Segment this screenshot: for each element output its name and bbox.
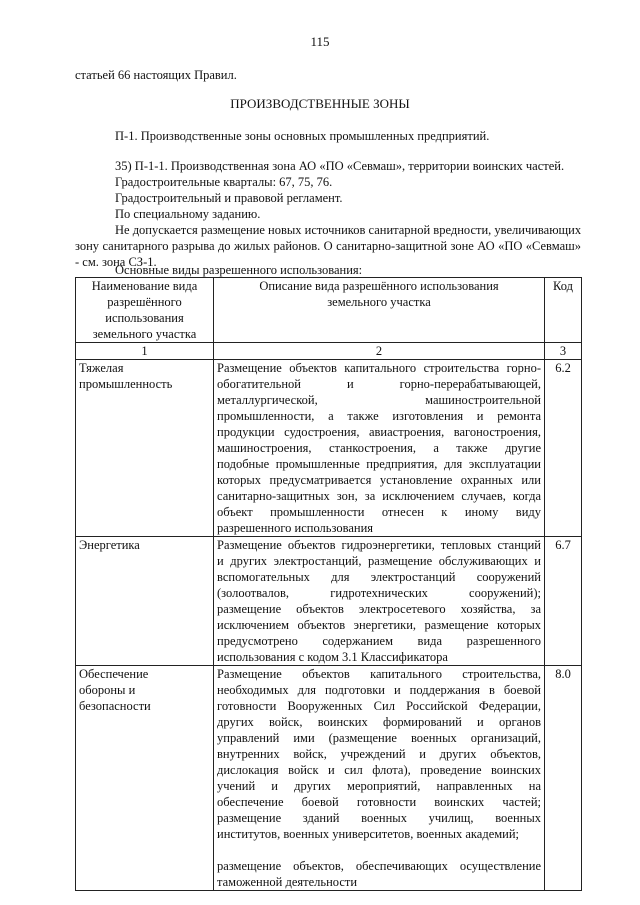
use-name-line: промышленность xyxy=(79,377,173,391)
use-name-line: Тяжелая xyxy=(79,361,124,375)
use-code: 6.7 xyxy=(545,537,582,666)
description-line: необходимых для подготовки и поддержания в боевой xyxy=(217,683,541,697)
description-line: металлургической, машиностроительной xyxy=(217,393,541,407)
description-line: вспомогательных для электростанций сооружений xyxy=(217,570,541,584)
description-line: внутренних войск, учреждений и других объектов, xyxy=(217,747,541,761)
table-row xyxy=(76,537,582,666)
description-line: предусмотрено содержанием вида разрешенного xyxy=(217,634,541,648)
description-line: разрешенного использования xyxy=(217,521,374,535)
use-code: 6.2 xyxy=(545,360,582,537)
regulation: Градостроительный и правовой регламент. xyxy=(115,191,343,205)
description-line: таможенной деятельности xyxy=(217,875,358,889)
description-line: объект промышленности отнесен к иному виду xyxy=(217,505,541,519)
description-line: Размещение объектов капитального строительства, xyxy=(217,667,541,681)
description-line: которых предусматривается установление охранных или xyxy=(217,473,541,487)
description-line: дислокация войск и сил флота), проведение воинских xyxy=(217,763,541,777)
description-line: других войск, воинских формирований и органов xyxy=(217,715,541,729)
header-code: Код xyxy=(545,278,582,343)
use-name xyxy=(76,666,214,891)
use-name-line: Энергетика xyxy=(79,538,140,552)
header-name-line: земельного участка xyxy=(92,327,197,341)
use-name-line: Обеспечение xyxy=(79,667,149,681)
restriction-line-3: - см. зона СЗ-1. xyxy=(75,255,157,269)
header-description-line: Описание вида разрешённого использования xyxy=(259,279,499,293)
index-cell: 1 xyxy=(76,343,214,360)
description-line: учений и других мероприятий, направленных на xyxy=(217,779,541,793)
index-cell: 2 xyxy=(214,343,545,360)
header-name xyxy=(76,278,214,343)
restriction-line-1: Не допускается размещение новых источников санитарной вредности, увеличивающих xyxy=(115,223,582,237)
header-name-line: разрешённого xyxy=(107,295,182,309)
description-line: и других электростанций, размещение обслуживающих и xyxy=(217,554,541,568)
page-number: 115 xyxy=(310,34,330,49)
description-line: Размещение объектов капитального строительства горно- xyxy=(217,361,541,375)
description-line: размещение объектов, обеспечивающих осуществление xyxy=(217,859,541,873)
description-line: промышленности, а также изготовления и ремонта xyxy=(217,409,541,423)
header-description-line: земельного участка xyxy=(327,295,431,309)
use-description xyxy=(214,537,545,666)
header-name-line: использования xyxy=(105,311,184,325)
description-line: Размещение объектов гидроэнергетики, тепловых станций xyxy=(217,538,541,552)
description-line: институтов, военных университетов, военных академий; xyxy=(217,827,520,841)
description-line: обеспечение боевой готовности воинских частей; xyxy=(217,795,541,809)
description-line: машиностроения, станкостроения, а также другие xyxy=(217,441,541,455)
header-name-line: Наименование вида xyxy=(91,279,198,293)
description-line: использования с кодом 3.1 Классификатора xyxy=(217,650,448,664)
use-description xyxy=(214,360,545,537)
index-cell: 3 xyxy=(545,343,582,360)
use-description xyxy=(214,666,545,891)
table-row xyxy=(76,666,582,891)
use-name-line: безопасности xyxy=(79,699,151,713)
header-description xyxy=(214,278,545,343)
zone-group: П-1. Производственные зоны основных промышленных предприятий. xyxy=(115,129,490,143)
description-line: управлений ими (размещение военных организаций, xyxy=(217,731,541,745)
description-line: исключением объектов энергетики, размещение которых xyxy=(217,618,541,632)
intro-line: статьей 66 настоящих Правил. xyxy=(75,68,237,82)
description-line: размещение зданий военных училищ, военных xyxy=(217,811,541,825)
permitted-use-table xyxy=(75,277,582,891)
section-title: ПРОИЗВОДСТВЕННЫЕ ЗОНЫ xyxy=(230,96,410,111)
use-name-line: обороны и xyxy=(79,683,136,697)
description-gap xyxy=(217,842,541,858)
description-line: подобные промышленные предприятия, для эксплуатации xyxy=(217,457,541,471)
description-line: санитарно-защитных зон, за исключением случаев, когда xyxy=(217,489,541,503)
description-line: размещение объектов электросетевого хозяйства, за xyxy=(217,602,541,616)
table-row xyxy=(76,360,582,537)
description-line: обогатительной и горно-перерабатывающей, xyxy=(217,377,541,391)
zone-heading: 35) П-1-1. Производственная зона АО «ПО «Севмаш», территории воинских частей. xyxy=(115,159,565,173)
table-index-row xyxy=(76,343,582,360)
use-name xyxy=(76,360,214,537)
table-header-row xyxy=(76,278,582,343)
quarters: Градостроительные кварталы: 67, 75, 76. xyxy=(115,175,333,189)
description-line: (золоотвалов, гидротехнических сооружений); xyxy=(217,586,541,600)
description-line: продукции судостроения, авиастроения, вагоностроения, xyxy=(217,425,541,439)
restriction-line-2: зону санитарного разрыва до жилых районов. О санитарно-защитной зоне АО «ПО «Севмаш» xyxy=(75,239,581,253)
use-name xyxy=(76,537,214,666)
special-task: По специальному заданию. xyxy=(115,207,261,221)
use-code: 8.0 xyxy=(545,666,582,891)
table-caption: Основные виды разрешенного использования: xyxy=(115,263,363,277)
description-line: готовности Вооруженных Сил Российской Федерации, xyxy=(217,699,541,713)
